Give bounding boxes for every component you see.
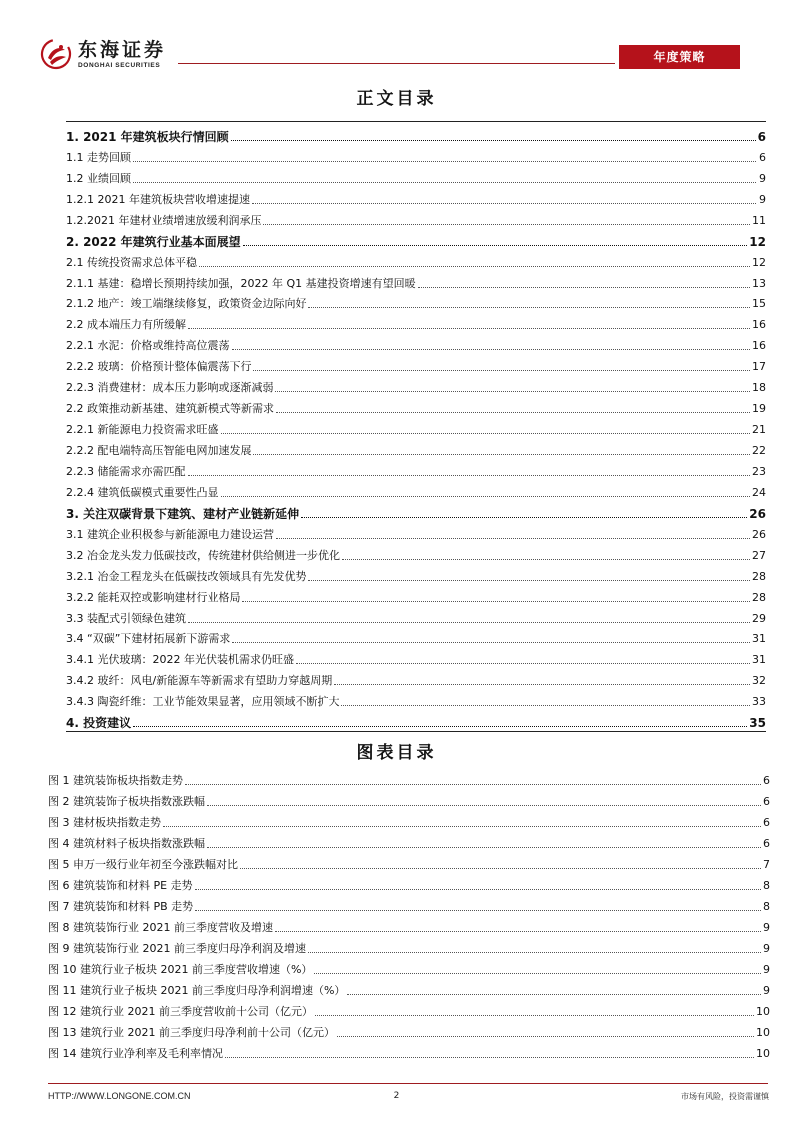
toc-dot-leader — [253, 454, 750, 455]
toc-entry-label: 3. 关注双碳背景下建筑、建材产业链新延伸 — [66, 506, 300, 521]
figure-dot-leader — [337, 1036, 754, 1037]
toc-dot-leader — [342, 559, 750, 560]
toc-entry[interactable] — [66, 333, 766, 354]
figure-entry-page: 8 — [763, 879, 770, 892]
toc-entry[interactable] — [66, 459, 766, 480]
toc-entry-label: 4. 投资建议 — [66, 716, 132, 731]
figure-dot-leader — [275, 931, 761, 932]
figure-entry[interactable] — [48, 999, 770, 1020]
toc-entry-page: 16 — [752, 318, 766, 332]
toc-dot-leader — [275, 391, 750, 392]
toc-entry[interactable] — [66, 250, 766, 271]
toc-dot-leader — [188, 328, 750, 329]
toc-dot-leader — [341, 705, 750, 706]
toc-entry-page: 11 — [752, 213, 766, 227]
figure-entry[interactable] — [48, 978, 770, 999]
toc-entry[interactable] — [66, 585, 766, 606]
toc-entry-page: 33 — [752, 695, 766, 709]
figure-entry[interactable] — [48, 810, 770, 831]
figure-dot-leader — [240, 868, 761, 869]
toc-dot-leader — [418, 287, 750, 288]
figure-entry-label: 图 12 建筑行业 2021 前三季度营收前十公司（亿元） — [48, 1005, 313, 1018]
toc-entry-page: 18 — [752, 381, 766, 395]
toc-entry[interactable] — [66, 564, 766, 585]
figure-dot-leader — [207, 805, 761, 806]
toc-entry-label: 2.2 成本端压力有所缓解 — [66, 318, 186, 332]
toc-entry-page: 13 — [752, 276, 766, 290]
toc-entry-page: 23 — [752, 464, 766, 478]
figure-entry-page: 6 — [763, 816, 770, 829]
figure-entry-page: 9 — [763, 963, 770, 976]
report-type-badge: 年度策略 — [619, 45, 740, 69]
figure-dot-leader — [207, 847, 761, 848]
toc-top-rule — [66, 121, 766, 122]
toc-entry[interactable] — [66, 187, 766, 208]
toc-dot-leader — [301, 517, 747, 518]
toc-entry[interactable] — [66, 480, 766, 501]
figure-entry[interactable] — [48, 936, 770, 957]
toc-entry[interactable] — [66, 208, 766, 229]
figure-list-title: 图表目录 — [356, 743, 437, 763]
toc-entry-page: 27 — [752, 548, 766, 562]
figure-entry-label: 图 11 建筑行业子板块 2021 前三季度归母净利润增速（%） — [48, 984, 346, 997]
toc-dot-leader — [263, 224, 750, 225]
toc-entry-page: 26 — [752, 527, 766, 541]
figure-dot-leader — [308, 952, 761, 953]
toc-entry-page: 28 — [752, 590, 766, 604]
toc-dot-leader — [221, 433, 751, 434]
figure-entry-page: 10 — [756, 1047, 770, 1060]
toc-entry[interactable] — [66, 229, 766, 250]
figure-dot-leader — [163, 826, 761, 827]
toc-entry-label: 2.1.2 地产：竣工端继续修复，政策资金边际向好 — [66, 297, 307, 311]
toc-entry-label: 2.2.1 水泥：价格或维持高位震荡 — [66, 339, 230, 353]
toc-entry-label: 2.1.1 基建：稳增长预期持续加强，2022 年 Q1 基建投资增速有望回暖 — [66, 276, 416, 290]
toc-entry-page: 16 — [752, 339, 766, 353]
toc-entry[interactable] — [66, 438, 766, 459]
donghai-logo-icon — [40, 38, 72, 70]
toc-entry-label: 3.2.1 冶金工程龙头在低碳技改领域具有先发优势 — [66, 569, 307, 583]
toc-entry[interactable] — [66, 606, 766, 627]
toc-dot-leader — [133, 182, 756, 183]
toc-dot-leader — [188, 622, 750, 623]
figure-dot-leader — [195, 889, 761, 890]
figure-entry-label: 图 6 建筑装饰和材料 PE 走势 — [48, 879, 193, 892]
toc-entry[interactable] — [66, 166, 766, 187]
figure-entry-page: 9 — [763, 921, 770, 934]
figure-entry-page: 6 — [763, 795, 770, 808]
toc-dot-leader — [308, 580, 750, 581]
toc-entry-label: 3.4.1 光伏玻璃：2022 年光伏装机需求仍旺盛 — [66, 653, 294, 667]
toc-entry-page: 12 — [752, 255, 766, 269]
toc-dot-leader — [188, 475, 751, 476]
toc-entry[interactable] — [66, 710, 766, 731]
figure-entry[interactable] — [48, 915, 770, 936]
figure-entry-page: 9 — [763, 984, 770, 997]
figure-entry-label: 图 9 建筑装饰行业 2021 前三季度归母净利润及增速 — [48, 942, 306, 955]
toc-entry[interactable] — [66, 627, 766, 648]
figure-list — [48, 768, 770, 1062]
toc-entry-label: 3.3 装配式引领绿色建筑 — [66, 611, 186, 625]
figure-entry-page: 7 — [763, 858, 770, 871]
figure-entry-page: 9 — [763, 942, 770, 955]
figure-entry-page: 6 — [763, 774, 770, 787]
toc-entry-label: 2.2.3 储能需求亦需匹配 — [66, 464, 186, 478]
toc-entry-label: 3.4 “双碳”下建材拓展新下游需求 — [66, 632, 231, 646]
figure-entry[interactable] — [48, 873, 770, 894]
footer-divider — [48, 1083, 768, 1084]
toc-title: 正文目录 — [356, 89, 437, 109]
toc-entry[interactable] — [66, 668, 766, 689]
toc-entry-label: 2. 2022 年建筑行业基本面展望 — [66, 234, 241, 249]
toc-entry[interactable] — [66, 145, 766, 166]
toc-entry[interactable] — [66, 501, 766, 522]
toc-dot-leader — [232, 349, 751, 350]
toc-entry-page: 21 — [752, 423, 766, 437]
toc-entry-label: 3.4.2 玻纤：风电/新能源车等新需求有望助力穿越周期 — [66, 674, 333, 688]
toc-entry-page: 9 — [759, 171, 766, 185]
toc-entry-label: 3.1 建筑企业积极参与新能源电力建设运营 — [66, 527, 274, 541]
logo-english-name: DONGHAI SECURITIES — [78, 62, 161, 69]
figure-entry[interactable] — [48, 831, 770, 852]
toc-entry-label: 1.2.2021 年建材业绩增速放缓利润承压 — [66, 213, 262, 227]
figure-entry-label: 图 7 建筑装饰和材料 PB 走势 — [48, 900, 194, 913]
figure-entry-label: 图 14 建筑行业净利率及毛利率情况 — [48, 1047, 223, 1060]
toc-entry[interactable] — [66, 417, 766, 438]
header-divider — [178, 63, 615, 64]
figure-entry[interactable] — [48, 1020, 770, 1041]
toc-dot-leader — [242, 601, 750, 602]
toc-dot-leader — [276, 538, 750, 539]
toc-entry-label: 2.1 传统投资需求总体平稳 — [66, 255, 197, 269]
toc-entry-label: 2.2.3 消费建材：成本压力影响或逐渐减弱 — [66, 381, 274, 395]
toc-entry-page: 35 — [749, 716, 766, 731]
toc-entry[interactable] — [66, 522, 766, 543]
toc-entry-page: 6 — [759, 150, 766, 164]
figure-entry[interactable] — [48, 957, 770, 978]
figure-entry-label: 图 13 建筑行业 2021 前三季度归母净利前十公司（亿元） — [48, 1026, 335, 1039]
toc-entry-label: 2.2.2 玻璃：价格预计整体偏震荡下行 — [66, 360, 252, 374]
toc-dot-leader — [231, 140, 756, 141]
toc-entry-page: 31 — [752, 653, 766, 667]
toc-entry[interactable] — [66, 543, 766, 564]
toc-entry-page: 9 — [759, 192, 766, 206]
toc-bottom-rule — [66, 731, 766, 732]
figure-dot-leader — [185, 784, 761, 785]
toc-entry[interactable] — [66, 647, 766, 668]
toc-entry-label: 3.2 冶金龙头发力低碳技改，传统建材供给侧进一步优化 — [66, 548, 340, 562]
page-number: 2 — [393, 1091, 400, 1101]
toc-entry-page: 22 — [752, 444, 766, 457]
toc-entry-page: 24 — [752, 485, 766, 499]
toc-dot-leader — [133, 161, 756, 162]
toc-entry[interactable] — [66, 689, 766, 710]
toc-dot-leader — [133, 726, 747, 727]
toc-dot-leader — [334, 684, 750, 685]
toc-entry-label: 2.2.2 配电端特高压智能电网加速发展 — [66, 444, 252, 457]
toc-entry-page: 15 — [752, 297, 766, 311]
toc-entry-page: 31 — [752, 632, 766, 646]
toc-entry-label: 1. 2021 年建筑板块行情回顾 — [66, 129, 229, 144]
toc-dot-leader — [276, 412, 750, 413]
figure-entry-label: 图 10 建筑行业子板块 2021 前三季度营收增速（%） — [48, 963, 313, 976]
toc-entry[interactable] — [66, 312, 766, 333]
company-logo — [40, 38, 166, 70]
figure-entry-label: 图 5 申万一级行业年初至今涨跌幅对比 — [48, 858, 238, 871]
toc-entry-label: 1.1 走势回顾 — [66, 150, 131, 164]
toc-dot-leader — [199, 266, 750, 267]
toc-dot-leader — [221, 496, 751, 497]
figure-entry-page: 6 — [763, 837, 770, 850]
toc-entry-page: 28 — [752, 569, 766, 583]
toc-entry[interactable] — [66, 375, 766, 396]
toc-entry-label: 2.2.4 建筑低碳模式重要性凸显 — [66, 485, 219, 499]
figure-entry[interactable] — [48, 768, 770, 789]
toc-entry-label: 2.2.1 新能源电力投资需求旺盛 — [66, 423, 219, 437]
figure-entry[interactable] — [48, 894, 770, 915]
figure-entry-label: 图 8 建筑装饰行业 2021 前三季度营收及增速 — [48, 921, 273, 934]
toc-entry-page: 19 — [752, 402, 766, 416]
toc-entry-page: 12 — [749, 234, 766, 249]
toc-entry-label: 3.2.2 能耗双控或影响建材行业格局 — [66, 590, 241, 604]
toc-entry-label: 1.2.1 2021 年建筑板块营收增速提速 — [66, 192, 250, 206]
figure-entry-label: 图 4 建筑材料子板块指数涨跌幅 — [48, 837, 205, 850]
toc-entry[interactable] — [66, 124, 766, 145]
toc-dot-leader — [232, 642, 750, 643]
figure-entry-label: 图 2 建筑装饰子板块指数涨跌幅 — [48, 795, 205, 808]
footer-website-link[interactable]: HTTP://WWW.LONGONE.COM.CN — [48, 1091, 191, 1101]
toc-dot-leader — [253, 370, 750, 371]
toc-entry-page: 17 — [752, 360, 766, 374]
figure-entry-page: 8 — [763, 900, 770, 913]
figure-dot-leader — [347, 994, 761, 995]
figure-entry-page: 10 — [756, 1026, 770, 1039]
toc-dot-leader — [296, 663, 750, 664]
toc-entry[interactable] — [66, 354, 766, 375]
table-of-contents — [66, 124, 766, 731]
toc-dot-leader — [308, 307, 750, 308]
toc-entry-label: 1.2 业绩回顾 — [66, 171, 131, 185]
figure-entry[interactable] — [48, 852, 770, 873]
toc-entry-label: 2.2 政策推动新基建、建筑新模式等新需求 — [66, 402, 274, 416]
toc-dot-leader — [243, 245, 748, 246]
figure-dot-leader — [314, 973, 761, 974]
risk-notice: 市场有风险，投资需谨慎 — [681, 1092, 769, 1101]
figure-entry[interactable] — [48, 789, 770, 810]
figure-dot-leader — [195, 910, 761, 911]
figure-entry[interactable] — [48, 1041, 770, 1062]
toc-entry[interactable] — [66, 396, 766, 417]
toc-entry-label: 3.4.3 陶瓷纤维：工业节能效果显著，应用领域不断扩大 — [66, 695, 340, 709]
figure-entry-label: 图 3 建材板块指数走势 — [48, 816, 161, 829]
figure-dot-leader — [315, 1015, 754, 1016]
toc-dot-leader — [252, 203, 756, 204]
figure-dot-leader — [225, 1057, 754, 1058]
toc-entry-page: 26 — [749, 506, 766, 521]
toc-entry-page: 6 — [757, 129, 766, 144]
page-header — [0, 0, 793, 80]
figure-entry-label: 图 1 建筑装饰板块指数走势 — [48, 774, 183, 787]
toc-entry-page: 29 — [752, 611, 766, 625]
logo-chinese-name: 东海证券 — [78, 39, 167, 61]
toc-entry[interactable] — [66, 271, 766, 292]
figure-entry-page: 10 — [756, 1005, 770, 1018]
toc-entry-page: 32 — [752, 674, 766, 688]
toc-entry[interactable] — [66, 292, 766, 313]
